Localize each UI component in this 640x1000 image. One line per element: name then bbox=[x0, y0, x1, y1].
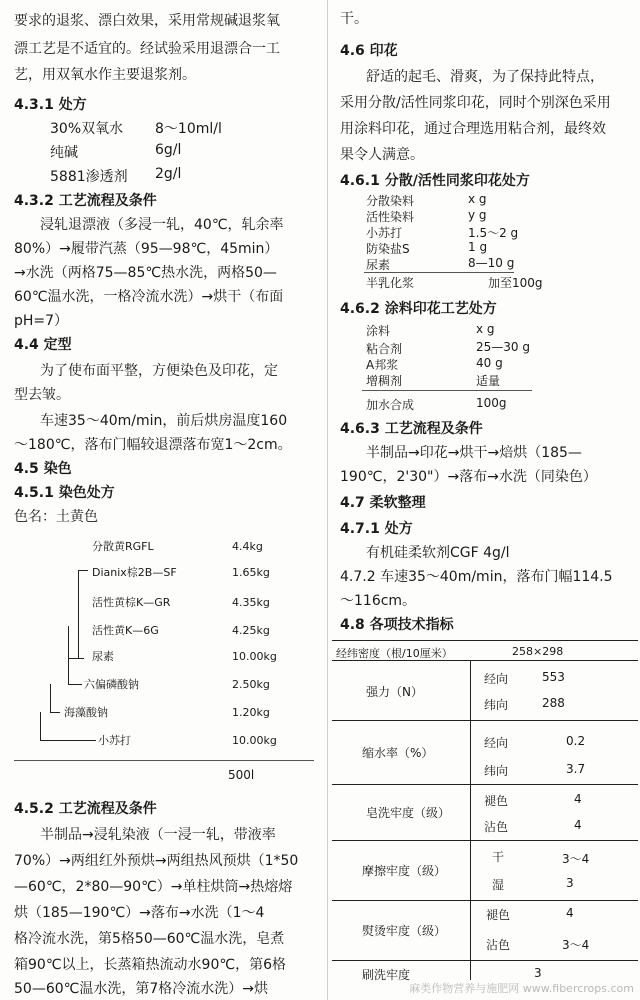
table-sub-label: 褪色 bbox=[486, 908, 511, 922]
print-intro-line: 果令人满意。 bbox=[340, 147, 424, 163]
recipe-name: 小苏打 bbox=[98, 734, 131, 747]
table-sub-label: 褪色 bbox=[484, 794, 509, 808]
table-row-label: 缩水率（%） bbox=[362, 746, 434, 760]
process-line: →水洗（两格75—85℃热水洗，两格50— bbox=[14, 265, 277, 281]
table-sub-value: 3 bbox=[566, 876, 574, 890]
table-sub-value: 288 bbox=[542, 696, 565, 710]
formula-value: 适量 bbox=[476, 374, 501, 388]
formula-value: 40 g bbox=[476, 356, 503, 370]
heading-4-5-1: 4.5.1 染色处方 bbox=[14, 485, 115, 501]
table-row-label: 皂洗牢度（级） bbox=[366, 806, 451, 820]
column-divider bbox=[327, 0, 328, 1000]
formula-name: 尿素 bbox=[366, 258, 391, 272]
table-sub-value: 3～4 bbox=[562, 938, 590, 952]
speed-line: ～116cm。 bbox=[340, 593, 417, 609]
heading-4-6-1: 4.6.1 分散/活性同浆印花处方 bbox=[340, 173, 530, 189]
bracket-line bbox=[50, 684, 51, 712]
formula-value: x g bbox=[476, 322, 495, 336]
dye-process-line: 70%）→两组红外预烘→两组热风预烘（1*50 bbox=[14, 853, 299, 869]
table-row-label: 刷洗牢度 bbox=[362, 968, 411, 982]
intro-line-1: 要求的退浆、漂白效果，采用常规碱退浆氧 bbox=[14, 13, 280, 29]
formula-value: 2g/l bbox=[155, 166, 182, 182]
formula-rule bbox=[364, 272, 514, 273]
formula-value: 加至100g bbox=[488, 276, 543, 290]
table-sub-value: 3.7 bbox=[566, 762, 586, 776]
table-sub-label: 沾色 bbox=[484, 820, 509, 834]
recipe-name: 六偏磷酸钠 bbox=[84, 678, 139, 691]
formula-value: 25—30 g bbox=[476, 340, 530, 354]
table-sub-value: 4 bbox=[574, 818, 582, 832]
table-row-value: 3 bbox=[534, 966, 542, 980]
softener-formula: 有机硅柔软剂CGF 4g/l bbox=[366, 545, 510, 561]
table-border bbox=[332, 640, 638, 641]
heading-4-5-2: 4.5.2 工艺流程及条件 bbox=[14, 801, 157, 817]
formula-name: A邦浆 bbox=[366, 358, 399, 372]
table-sub-label: 沾色 bbox=[486, 938, 511, 952]
dye-process-line: 烘（185—190℃）→落布→水洗（1～4 bbox=[14, 905, 265, 921]
speed-line: 4.7.2 车速35～40m/min，落布门幅114.5 bbox=[340, 569, 613, 585]
bracket-line bbox=[68, 684, 82, 685]
recipe-value: 2.50kg bbox=[232, 678, 270, 691]
intro-line-2: 漂工艺是不适宜的。经试验采用退漂合一工 bbox=[14, 41, 280, 57]
bracket-line bbox=[78, 570, 79, 658]
table-sub-value: 3～4 bbox=[562, 852, 590, 866]
recipe-name: 分散黄RGFL bbox=[92, 540, 154, 553]
formula-value: 1.5～2 g bbox=[468, 226, 519, 240]
table-sub-label: 干 bbox=[492, 850, 505, 864]
bracket-line bbox=[40, 712, 41, 740]
formula-name: 活性染料 bbox=[366, 210, 415, 224]
table-sub-label: 经向 bbox=[484, 672, 509, 686]
recipe-value: 4.25kg bbox=[232, 624, 270, 637]
recipe-value: 4.35kg bbox=[232, 596, 270, 609]
formula-value: 8～10ml/l bbox=[155, 121, 222, 137]
recipe-name: 海藻酸钠 bbox=[64, 706, 108, 719]
setting-line: 型去皱。 bbox=[14, 387, 70, 403]
formula-value: 8—10 g bbox=[468, 256, 515, 270]
color-name: 色名：土黄色 bbox=[14, 509, 98, 525]
formula-name: 纯碱 bbox=[50, 145, 78, 161]
heading-4-6-2: 4.6.2 涂料印花工艺处方 bbox=[340, 301, 497, 317]
bracket-line bbox=[68, 658, 84, 659]
formula-name: 5881渗透剂 bbox=[50, 169, 128, 185]
table-sub-value: 4 bbox=[574, 792, 582, 806]
recipe-value: 10.00kg bbox=[232, 650, 277, 663]
table-sub-label: 湿 bbox=[492, 878, 505, 892]
heading-4-7: 4.7 柔软整理 bbox=[340, 495, 426, 511]
formula-name: 防染盐S bbox=[366, 242, 410, 256]
table-border bbox=[470, 660, 471, 980]
bracket-line bbox=[50, 712, 60, 713]
formula-total-name: 加水合成 bbox=[366, 398, 415, 412]
recipe-name: 尿素 bbox=[92, 650, 114, 663]
print-intro-line: 舒适的起毛、滑爽，为了保持此特点， bbox=[366, 69, 604, 85]
heading-4-4: 4.4 定型 bbox=[14, 337, 72, 353]
table-sub-label: 纬向 bbox=[484, 698, 509, 712]
continuation-text: 干。 bbox=[340, 11, 368, 27]
table-border bbox=[332, 840, 638, 841]
process-line: pH=7） bbox=[14, 313, 69, 329]
formula-name: 增稠剂 bbox=[366, 374, 403, 388]
dye-process-line: —60℃，2*80—90℃）→单柱烘筒→热熔熔 bbox=[14, 879, 293, 895]
formula-name: 半乳化浆 bbox=[366, 276, 415, 290]
heading-4-6-3: 4.6.3 工艺流程及条件 bbox=[340, 421, 483, 437]
table-border bbox=[332, 900, 638, 901]
setting-line: ～180℃，落布门幅较退漂落布宽1～2cm。 bbox=[14, 437, 292, 453]
heading-4-7-1: 4.7.1 处方 bbox=[340, 521, 413, 537]
table-border bbox=[332, 960, 638, 961]
formula-name: 小苏打 bbox=[366, 226, 403, 240]
formula-rule bbox=[362, 390, 532, 391]
heading-4-5: 4.5 染色 bbox=[14, 461, 72, 477]
watermark: 麻类作物营养与施肥网 www.fibercrops.com bbox=[409, 982, 634, 995]
formula-value: y g bbox=[468, 208, 487, 222]
formula-name: 粘合剂 bbox=[366, 342, 403, 356]
table-row-label: 强力（N） bbox=[366, 685, 423, 699]
recipe-name: 活性黄棕K—GR bbox=[92, 596, 171, 609]
process-line: 80%）→履带汽蒸（95—98℃，45min） bbox=[14, 241, 279, 257]
recipe-value: 1.20kg bbox=[232, 706, 270, 719]
bracket-line bbox=[68, 626, 69, 684]
formula-value: 1 g bbox=[468, 240, 488, 254]
recipe-name: 活性黄K—6G bbox=[92, 624, 159, 637]
dye-process-line: 半制品→浸轧染液（一浸一轧，带液率 bbox=[40, 827, 276, 843]
recipe-value: 4.4kg bbox=[232, 540, 263, 553]
formula-name: 分散染料 bbox=[366, 194, 415, 208]
heading-4-3-2: 4.3.2 工艺流程及条件 bbox=[14, 193, 157, 209]
formula-name: 30%双氧水 bbox=[50, 121, 124, 137]
table-sub-value: 553 bbox=[542, 670, 565, 684]
setting-line: 车速35～40m/min，前后烘房温度160 bbox=[40, 413, 288, 429]
formula-total-value: 100g bbox=[476, 396, 507, 410]
table-sub-label: 经向 bbox=[484, 736, 509, 750]
table-sub-label: 纬向 bbox=[484, 764, 509, 778]
table-border bbox=[332, 784, 638, 785]
recipe-value: 10.00kg bbox=[232, 734, 277, 747]
process-line: 浸轧退漂液（多浸一轧，40℃，轧余率 bbox=[40, 217, 284, 233]
dye-process-line: 格冷流水洗，第5格50—60℃温水洗，皂煮 bbox=[14, 931, 285, 947]
table-sub-value: 4 bbox=[566, 906, 574, 920]
heading-4-8: 4.8 各项技术指标 bbox=[340, 617, 454, 633]
formula-value: x g bbox=[468, 192, 487, 206]
bracket-line bbox=[40, 740, 96, 741]
print-process-line: 190℃，2'30"）→落布→水洗（同染色） bbox=[340, 469, 597, 485]
recipe-name: Dianix棕2B—SF bbox=[92, 566, 177, 579]
formula-name: 涂料 bbox=[366, 324, 391, 338]
dye-process-line: 箱90℃以上，长蒸箱热流动水90℃，第6格 bbox=[14, 957, 286, 973]
recipe-total: 500l bbox=[228, 768, 255, 782]
dye-process-line: 50—60℃温水洗，第7格冷流水洗）→烘 bbox=[14, 981, 268, 997]
heading-4-6: 4.6 印花 bbox=[340, 43, 398, 59]
table-border bbox=[332, 720, 638, 721]
process-line: 60℃温水洗，一格冷流水洗）→烘干（布面 bbox=[14, 289, 284, 305]
table-row-label: 熨烫牢度（级） bbox=[362, 924, 447, 938]
table-row-label: 摩擦牢度（级） bbox=[362, 864, 447, 878]
table-row-value: 258×298 bbox=[512, 645, 564, 658]
intro-line-3: 艺，用双氧水作主要退浆剂。 bbox=[14, 67, 196, 83]
heading-4-3-1: 4.3.1 处方 bbox=[14, 97, 87, 113]
recipe-rule bbox=[14, 760, 314, 761]
setting-line: 为了使布面平整，方便染色及印花，定 bbox=[40, 363, 278, 379]
table-row-label: 经纬密度（根/10厘米） bbox=[336, 647, 453, 660]
print-intro-line: 用涂料印花，通过合理选用粘合剂，最终效 bbox=[340, 121, 606, 137]
recipe-value: 1.65kg bbox=[232, 566, 270, 579]
formula-value: 6g/l bbox=[155, 142, 182, 158]
print-intro-line: 采用分散/活性同浆印花，同时个别深色采用 bbox=[340, 95, 611, 111]
print-process-line: 半制品→印花→烘干→焙烘（185— bbox=[366, 445, 582, 461]
bracket-line bbox=[78, 570, 88, 571]
table-sub-value: 0.2 bbox=[566, 734, 586, 748]
